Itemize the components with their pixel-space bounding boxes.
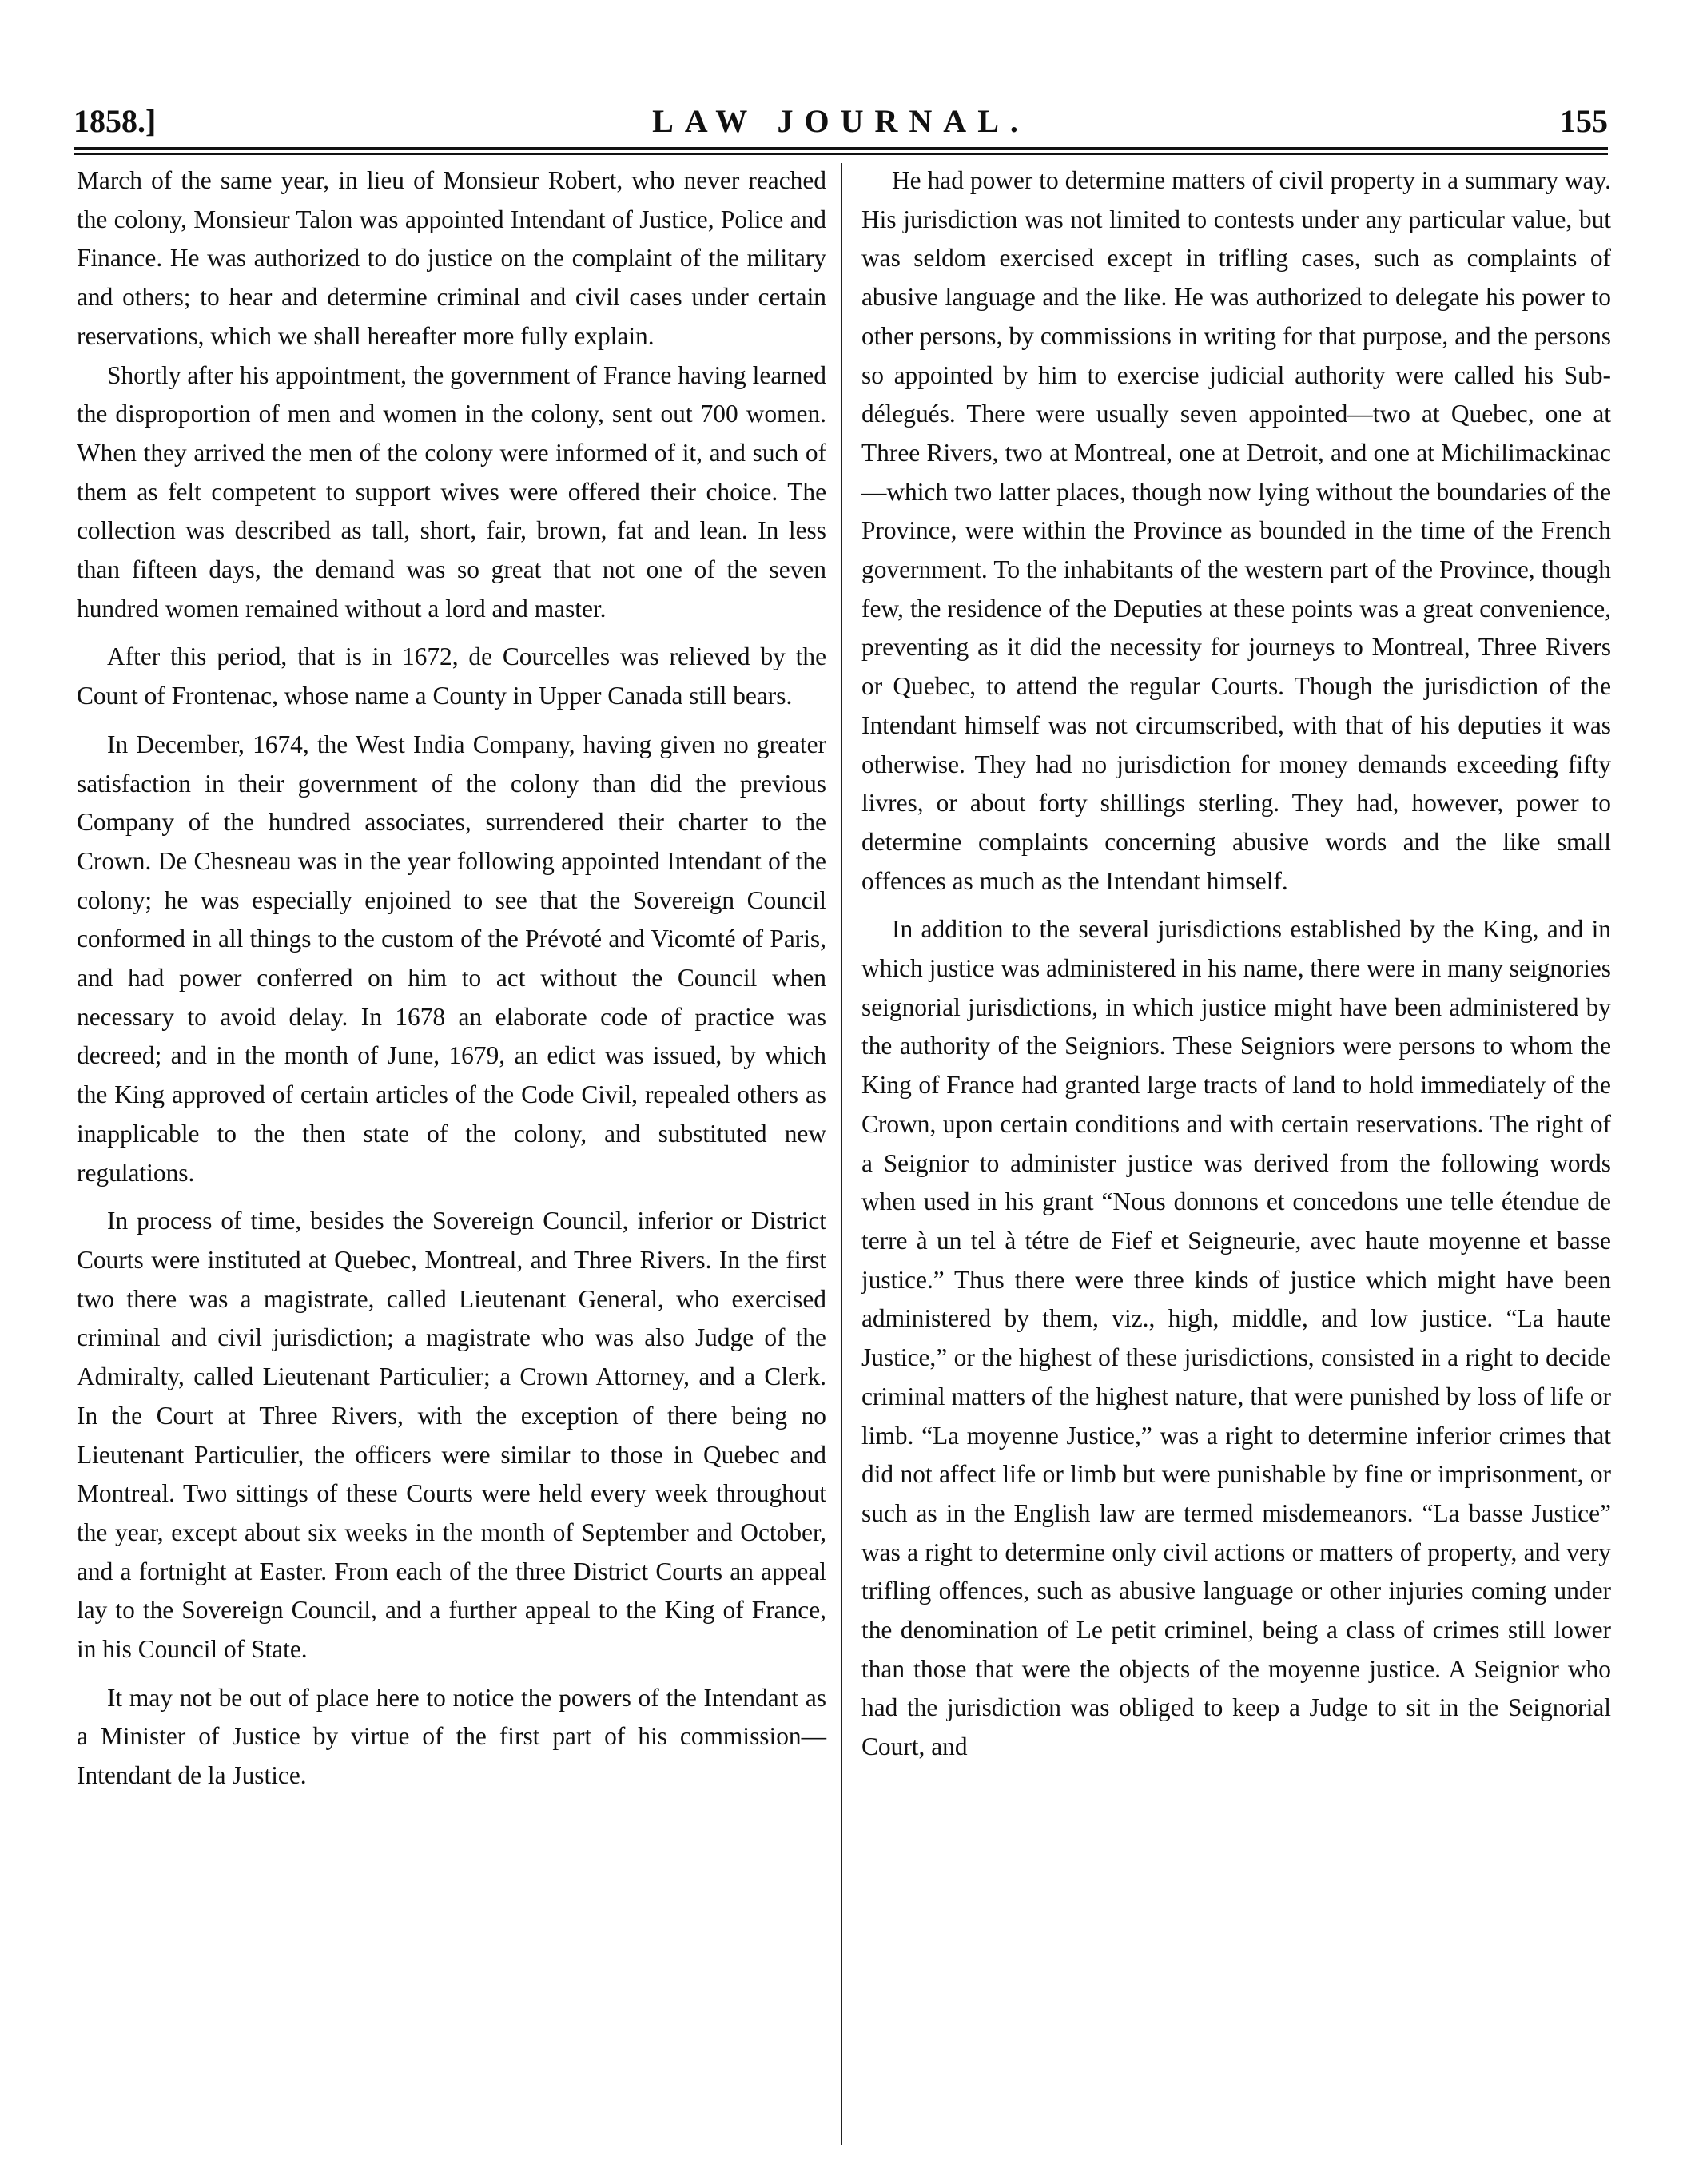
paragraph: After this period, that is in 1672, de Courcelles was relieved by the Count of Frontenac, whose name a County in Upper Canada still bears. [77,642,826,710]
header-rule-thin [74,153,1608,155]
right-column [861,161,1611,1767]
paragraph: Shortly after his appointment, the government of France having learned the disproportion of men and women in the colony, sent out 700 women. When they arrived the men of the colony were informed of it, and such of them as felt competent to support wives were offered their choice. The collection was described as tall, short, fair, brown, fat and lean. In less than fifteen days, the demand was so great that not one of the seven hundred women remained without a lord and master. [77,360,826,623]
journal-title: LAW JOURNAL. [652,103,1029,139]
paragraph: In addition to the several jurisdictions established by the King, and in which justice was administered in his name, there were in many seignories seignorial jurisdictions, in which justice might have been administered by the authority of the Seigniors. These Seigniors were persons to whom the King of France had granted large tracts of land to hold immediately of the Crown, upon certain conditions and with certain reservations. The right of a Seignior to administer justice was derived from the following words when used in his grant “Nous donnons et concedons une telle étendue de terre à un tel à tétre de Fief et Seigneurie, avec haute moyenne et basse justice.” Thus there were three kinds of justice which might have been administered by them, viz., high, middle, and low justice. “La haute Justice,” or the highest of these jurisdictions, consisted in a right to decide criminal matters of the highest nature, that were punished by loss of life or limb. “La moyenne Justice,” was a right to determine inferior crimes that did not affect life or limb but were punishable by fine or imprisonment, or such as in the English law are termed misdemeanors. “La basse Justice” was a right to determine only civil actions or matters of property, and very trifling offences, such as abusive language or other injuries coming under the denomination of Le petit criminel, being a class of crimes still lower than those that were the objects of the moyenne justice. A Seignior who had the jurisdiction was obliged to keep a Judge to sit in the Seignorial Court, and [861,915,1611,1761]
page-number: 155 [1560,103,1608,139]
left-column [77,161,826,1796]
paragraph: He had power to determine matters of civil property in a summary way. His jurisdiction was not limited to contests under any particular value, but was seldom exercised except in trifling cases, such as complaints of abusive language and the like. He was authorized to delegate his power to other persons, by commissions in writing for that purpose, and the persons so appointed by him to exercise judicial authority were called his Sub-délegués. There were usually seven appointed—two at Quebec, one at Three Rivers, two at Montreal, one at Detroit, and one at Michilimackinac—which two latter places, though now lying without the boundaries of the Province, were within the Province as bounded in the time of the French government. To the inhabitants of the western part of the Province, though few, the residence of the Deputies at these points was a great convenience, preventing as it did the necessity for journeys to Montreal, Three Rivers or Quebec, to attend the regular Courts. Though the jurisdiction of the Intendant himself was not circumscribed, with that of his deputies it was otherwise. They had no jurisdiction for money demands exceeding fifty livres, or about forty shillings sterling. They had, however, power to determine complaints concerning abusive words and the like small offences as much as the Intendant himself. [861,166,1611,895]
paragraph: It may not be out of place here to notice the powers of the Intendant as a Minister of Justice by virtue of the first part of his commission—Intendant de la Justice. [77,1683,826,1790]
header-year: 1858.] [74,103,157,139]
paragraph: March of the same year, in lieu of Monsieur Robert, who never reached the colony, Monsieur Talon was appointed Intendant of Justice, Police and Finance. He was authorized to do justice on the complaint of the military and others; to hear and determine criminal and civil cases under certain reservations, which we shall hereafter more fully explain. [77,166,826,350]
paragraph: In process of time, besides the Sovereign Council, inferior or District Courts were instituted at Quebec, Montreal, and Three Rivers. In the first two there was a magistrate, called Lieutenant General, who exercised criminal and civil jurisdiction; a magistrate who was also Judge of the Admiralty, called Lieutenant Particulier; a Crown Attorney, and a Clerk. In the Court at Three Rivers, with the exception of there being no Lieutenant Particulier, the officers were similar to those in Quebec and Montreal. Two sittings of these Courts were held every week throughout the year, except about six weeks in the month of September and October, and a fortnight at Easter. From each of the three District Courts an appeal lay to the Sovereign Council, and a further appeal to the King of France, in his Council of State. [77,1207,826,1664]
running-header [74,102,1608,147]
paragraph: In December, 1674, the West India Company, having given no greater satisfaction in their government of the colony than did the previous Company of the hundred associates, surrendered their charter to the Crown. De Chesneau was in the year following appointed Intendant of the colony; he was especially enjoined to see that the Sovereign Council conformed in all things to the custom of the Prévoté and Vicomté of Paris, and had power conferred on him to act without the Council when necessary to avoid delay. In 1678 an elaborate code of practice was decreed; and in the month of June, 1679, an edict was issued, by which the King approved of certain articles of the Code Civil, repealed others as inapplicable to the then state of the colony, and substituted new regulations. [77,730,826,1187]
header-rule-thick [74,147,1608,150]
column-divider [841,163,842,2145]
